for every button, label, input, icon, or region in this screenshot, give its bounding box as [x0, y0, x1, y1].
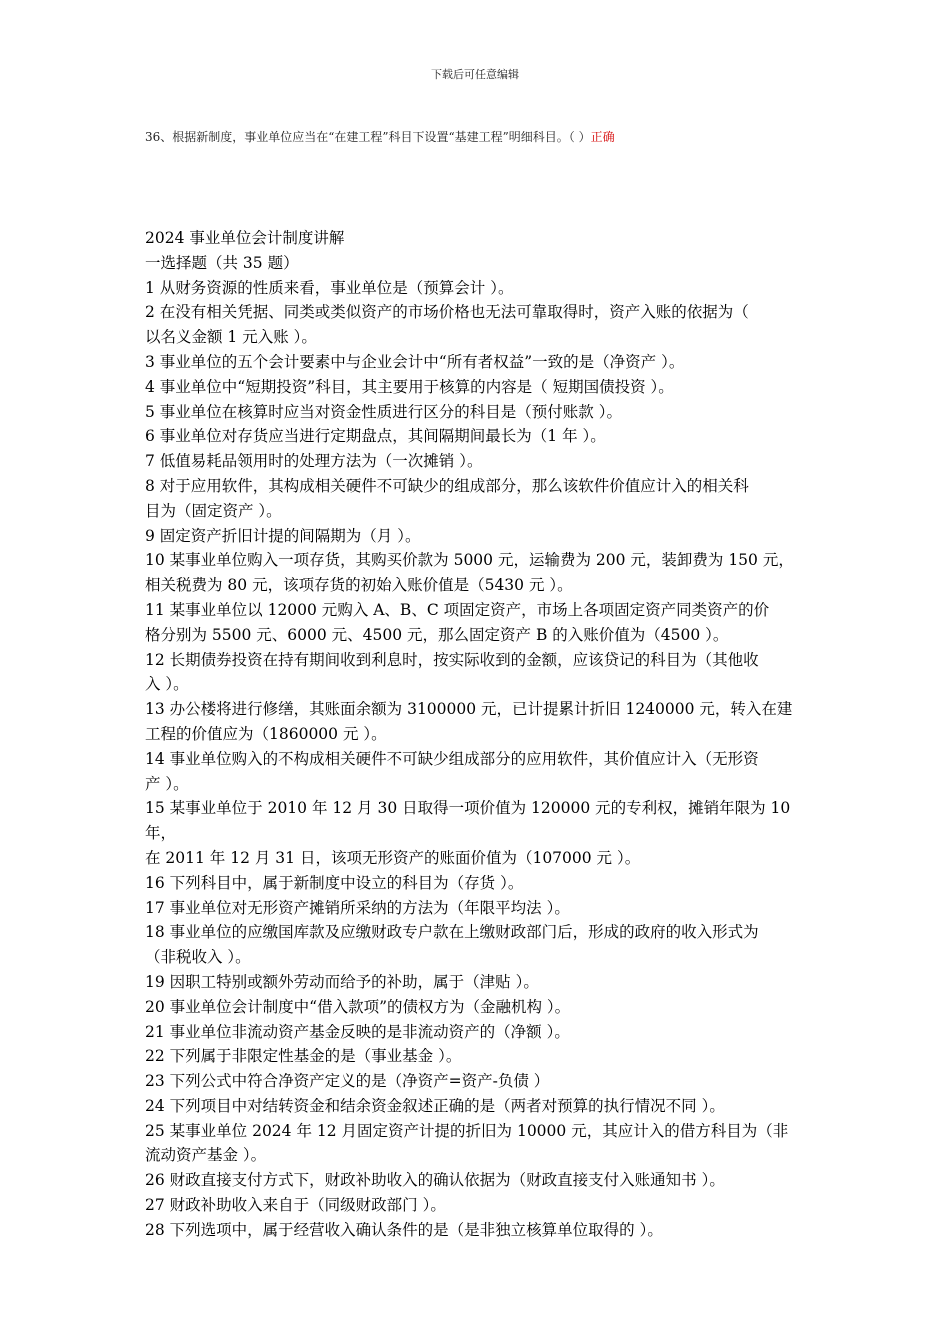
- document-body: [145, 226, 810, 1243]
- question-line: 6 事业单位对存货应当进行定期盘点，其间隔期间最长为（1 年 ）。: [145, 427, 606, 446]
- question-36-text: 36、根据新制度，事业单位应当在“在建工程”科目下设置“基建工程”明细科目。（ ）: [145, 130, 591, 144]
- question-line: 11 某事业单位以 12000 元购入 A、B、C 项固定资产，市场上各项固定资产同类资产的价: [145, 600, 770, 619]
- question-line: 在 2011 年 12 月 31 日，该项无形资产的账面价值为（107000 元 ）。: [145, 848, 641, 867]
- question-line: 12 长期债券投资在持有期间收到利息时，按实际收到的金额，应该贷记的科目为（其他收: [145, 650, 759, 669]
- question-line: 流动资产基金 ）。: [145, 1146, 267, 1165]
- question-line: 25 某事业单位 2024 年 12 月固定资产计提的折旧为 10000 元，其应计入的借方科目为（非: [145, 1121, 789, 1140]
- question-line: 以名义金额 1 元入账 ）。: [145, 328, 317, 347]
- question-line: 19 因职工特别或额外劳动而给予的补助，属于（津贴 ）。: [145, 972, 539, 991]
- question-line: 工程的价值应为（1860000 元 ）。: [145, 724, 387, 743]
- question-line: 17 事业单位对无形资产摊销所采纳的方法为（年限平均法 ）。: [145, 898, 570, 917]
- question-line: 24 下列项目中对结转资金和结余资金叙述正确的是（两者对预算的执行情况不同 ）。: [145, 1096, 725, 1115]
- question-line: 15 某事业单位于 2010 年 12 月 30 日取得一项价值为 120000 元的专利权，摊销年限为 10 年，: [145, 799, 791, 843]
- question-line: 9 固定资产折旧计提的间隔期为（月 ）。: [145, 526, 421, 545]
- page-header: 下载后可任意编辑: [431, 68, 519, 81]
- question-line: 5 事业单位在核算时应当对资金性质进行区分的科目是（预付账款 ）。: [145, 402, 622, 421]
- question-line: 10 某事业单位购入一项存货，其购买价款为 5000 元，运输费为 200 元，装卸费为 150 元，: [145, 551, 794, 570]
- document-title: 2024 事业单位会计制度讲解: [145, 229, 345, 247]
- question-line: 4 事业单位中“短期投资”科目，其主要用于核算的内容是（ 短期国债投资 ）。: [145, 377, 674, 396]
- question-36-answer: 正确: [590, 130, 615, 144]
- question-line: 22 下列属于非限定性基金的是（事业基金 ）。: [145, 1047, 462, 1066]
- question-line: 14 事业单位购入的不构成相关硬件不可缺少组成部分的应用软件，其价值应计入（无形资: [145, 749, 759, 768]
- question-line: 目为（固定资产 ）。: [145, 501, 282, 520]
- question-line: 20 事业单位会计制度中“借入款项”的债权方为（金融机构 ）。: [145, 997, 571, 1016]
- question-line: 2 在没有相关凭据、同类或类似资产的市场价格也无法可靠取得时，资产入账的依据为（: [145, 303, 749, 322]
- question-line: 16 下列科目中，属于新制度中设立的科目为（存货 ）。: [145, 873, 524, 892]
- question-line: 13 办公楼将进行修缮，其账面余额为 3100000 元，已计提累计折旧 1240000 元，转入在建: [145, 700, 793, 719]
- question-line: 28 下列选项中，属于经营收入确认条件的是（是非独立核算单位取得的 ）。: [145, 1220, 663, 1239]
- question-line: 相关税费为 80 元，该项存货的初始入账价值是（5430 元 ）。: [145, 576, 573, 595]
- question-line: 3 事业单位的五个会计要素中与企业会计中“所有者权益”一致的是（净资产 ）。: [145, 352, 685, 371]
- question-line: 23 下列公式中符合净资产定义的是（净资产=资产-负债 ）: [145, 1072, 550, 1091]
- question-line: 8 对于应用软件，其构成相关硬件不可缺少的组成部分，那么该软件价值应计入的相关科: [145, 476, 749, 495]
- section-heading: 一选择题（共 35 题）: [145, 253, 299, 272]
- question-line: 格分别为 5500 元、6000 元、4500 元，那么固定资产 B 的入账价值为（4500 ）。: [145, 625, 729, 644]
- question-line: 7 低值易耗品领用时的处理方法为（一次摊销 ）。: [145, 452, 483, 471]
- question-line: 21 事业单位非流动资产基金反映的是非流动资产的（净额 ）。: [145, 1022, 570, 1041]
- question-line: 产 ）。: [145, 774, 189, 793]
- question-line: （非税收入 ）。: [145, 948, 251, 967]
- question-line: 18 事业单位的应缴国库款及应缴财政专户款在上缴财政部门后，形成的政府的收入形式为: [145, 923, 759, 942]
- question-line: 1 从财务资源的性质来看，事业单位是（预算会计 ）。: [145, 278, 514, 297]
- question-line: 26 财政直接支付方式下，财政补助收入的确认依据为（财政直接支付入账通知书 ）。: [145, 1171, 725, 1190]
- question-line: 入 ）。: [145, 675, 189, 694]
- question-line: 27 财政补助收入来自于（同级财政部门 ）。: [145, 1196, 446, 1215]
- question-36: [145, 128, 615, 145]
- question-list: [145, 276, 810, 1243]
